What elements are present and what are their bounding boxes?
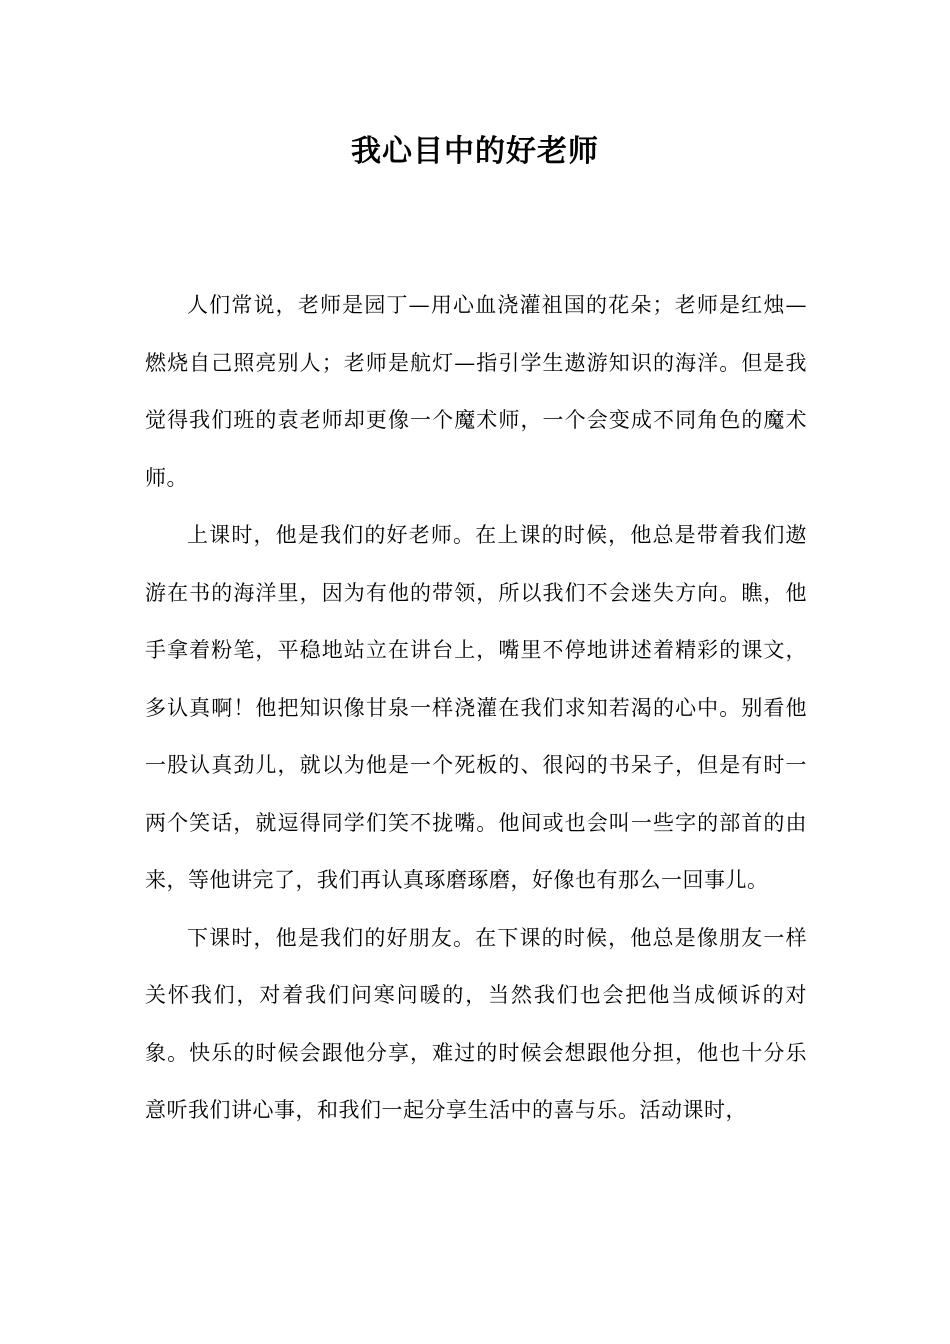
document-body [145, 277, 807, 1140]
document-title: 我心目中的好老师 [351, 134, 599, 169]
paragraph-1: 人们常说，老师是园丁—用心血浇灌祖国的花朵；老师是红烛—燃烧自己照亮别人；老师是航灯—指引学生遨游知识的海洋。但是我觉得我们班的袁老师却更像一个魔术师，一个会变成不同角色的魔术师。 [145, 293, 807, 490]
paragraph-3: 下课时，他是我们的好朋友。在下课的时候，他总是像朋友一样关怀我们，对着我们问寒问暖的，当然我们也会把他当成倾诉的对象。快乐的时候会跟他分享，难过的时候会想跟他分担，他也十分乐意听我们讲心事，和我们一起分享生活中的喜与乐。活动课时， [145, 925, 807, 1122]
paragraph-2: 上课时，他是我们的好老师。在上课的时候，他总是带着我们遨游在书的海洋里，因为有他的带领，所以我们不会迷失方向。瞧，他手拿着粉笔，平稳地站立在讲台上，嘴里不停地讲述着精彩的课文，多认真啊！他把知识像甘泉一样浇灌在我们求知若渴的心中。别看他一股认真劲儿，就以为他是一个死板的、很闷的书呆子，但是有时一两个笑话，就逗得同学们笑不拢嘴。他间或也会叫一些字的部首的由来，等他讲完了，我们再认真琢磨琢磨，好像也有那么一回事儿。 [145, 523, 807, 892]
